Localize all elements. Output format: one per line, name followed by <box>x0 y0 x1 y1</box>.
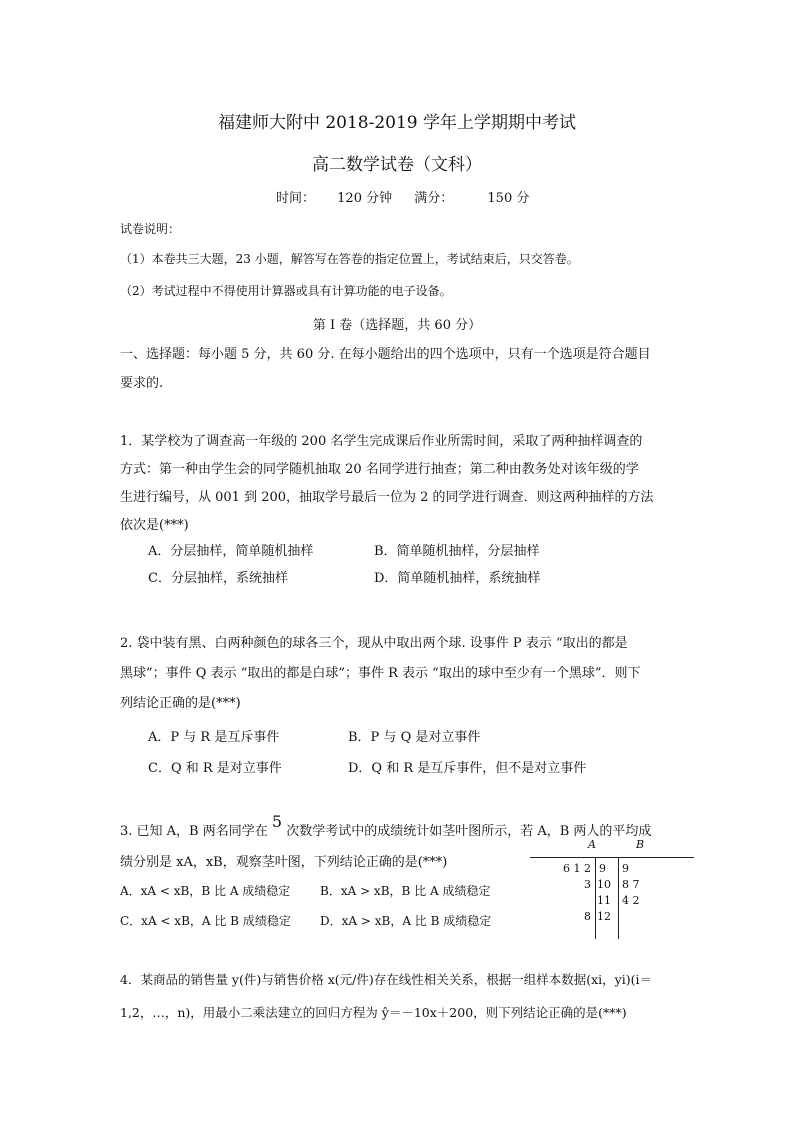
q1-option-c: C．分层抽样，系统抽样 <box>148 571 288 586</box>
q2-option-a: A．P 与 R 是互斥事件 <box>148 730 280 745</box>
section-intro-cont: 要求的. <box>120 376 164 391</box>
q1-line: 依次是(***) <box>120 518 189 533</box>
stem-leaf-stem: 11 <box>597 894 611 907</box>
section-intro: 一、选择题：每小题 5 分，共 60 分. 在每小题给出的四个选项中，只有一个选项是符合题目 <box>120 347 651 362</box>
stem-leaf-stem: 12 <box>597 910 611 923</box>
stem-leaf-header-a: A <box>588 838 596 851</box>
time-info <box>276 187 529 206</box>
stem-leaf-stem: 9 <box>599 862 606 875</box>
q4-line: 1,2，…，n)，用最小二乘法建立的回归方程为 ŷ＝－10x＋200，则下列结论正确的是(***) <box>120 1005 627 1020</box>
q4-line: 4．某商品的销售量 y(件)与销售价格 x(元/件)存在线性相关关系，根据一组样本数据(xi，yi)(i＝ <box>120 972 652 987</box>
q3-option-c: C．xA < xB，A 比 B 成绩稳定 <box>120 914 291 928</box>
q1-line: 1．某学校为了调查高一年级的 200 名学生完成课后作业所需时间，采取了两种抽样调查的 <box>120 434 643 449</box>
q2-option-c: C．Q 和 R 是对立事件 <box>148 761 282 776</box>
section-title: 第 I 卷（选择题，共 60 分） <box>312 318 482 333</box>
instruction-item: （1）本卷共三大题，23 小题，解答写在答卷的指定位置上，考试结束后，只交答卷。 <box>120 252 579 266</box>
time-label: 时间： <box>276 191 316 206</box>
stem-leaf-right: 8 7 <box>622 878 640 891</box>
q1-line: 方式：第一种由学生会的同学随机抽取 20 名同学进行抽查；第二种由教务处对该年级的学 <box>120 462 639 477</box>
q3-line: 绩分别是 xA，xB，观察茎叶图，下列结论正确的是(***) <box>120 855 448 870</box>
q3-text-start: 3. 已知 A，B 两名同学在 <box>120 824 268 839</box>
stem-leaf-left: 8 <box>584 910 591 923</box>
q1-option-d: D．简单随机抽样，系统抽样 <box>374 571 541 586</box>
stem-leaf-divider <box>618 857 619 939</box>
stem-leaf-plot <box>530 838 695 940</box>
stem-leaf-right: 9 <box>622 862 629 875</box>
stem-leaf-stem: 10 <box>597 878 611 891</box>
q3-exam-count: 5 <box>271 812 283 831</box>
q1-option-b: B．简单随机抽样，分层抽样 <box>374 544 540 559</box>
exam-subtitle: 高二数学试卷（文科） <box>312 155 482 175</box>
q2-line: 黑球”；事件 Q 表示 “取出的都是白球”；事件 R 表示 “取出的球中至少有一个黑球”．则下 <box>120 666 641 681</box>
stem-leaf-header-b: B <box>636 838 645 851</box>
score-value: 150 分 <box>487 191 530 206</box>
instructions-heading: 试卷说明： <box>120 222 181 236</box>
stem-leaf-divider <box>530 857 694 858</box>
time-value: 120 分钟 <box>337 191 393 206</box>
q3-text-end: 次数学考试中的成绩统计如茎叶图所示，若 A，B 两人的平均成 <box>286 824 652 839</box>
score-label: 满分： <box>414 191 454 206</box>
stem-leaf-divider <box>595 857 596 939</box>
q1-option-a: A．分层抽样，简单随机抽样 <box>148 544 314 559</box>
q3-option-a: A．xA < xB，B 比 A 成绩稳定 <box>120 884 291 898</box>
q2-option-d: D．Q 和 R 是互斥事件，但不是对立事件 <box>348 761 587 776</box>
stem-leaf-left: 3 <box>584 878 591 891</box>
q1-line: 生进行编号，从 001 到 200，抽取学号最后一位为 2 的同学进行调查．则这两种抽样的方法 <box>120 490 654 505</box>
q3-option-d: D．xA > xB，A 比 B 成绩稳定 <box>320 914 492 928</box>
q3-line <box>120 812 652 839</box>
exam-title: 福建师大附中 2018-2019 学年上学期期中考试 <box>217 113 577 133</box>
q2-option-b: B．P 与 Q 是对立事件 <box>348 730 481 745</box>
q2-line: 2. 袋中装有黑、白两种颜色的球各三个，现从中取出两个球. 设事件 P 表示 “取出的都是 <box>120 636 628 651</box>
instruction-item: （2）考试过程中不得使用计算器或具有计算功能的电子设备。 <box>120 284 452 298</box>
q3-option-b: B．xA > xB，B 比 A 成绩稳定 <box>320 884 491 898</box>
stem-leaf-right: 4 2 <box>622 894 640 907</box>
stem-leaf-left: 6 1 2 <box>563 862 591 875</box>
q2-line: 列结论正确的是(***) <box>120 696 241 711</box>
